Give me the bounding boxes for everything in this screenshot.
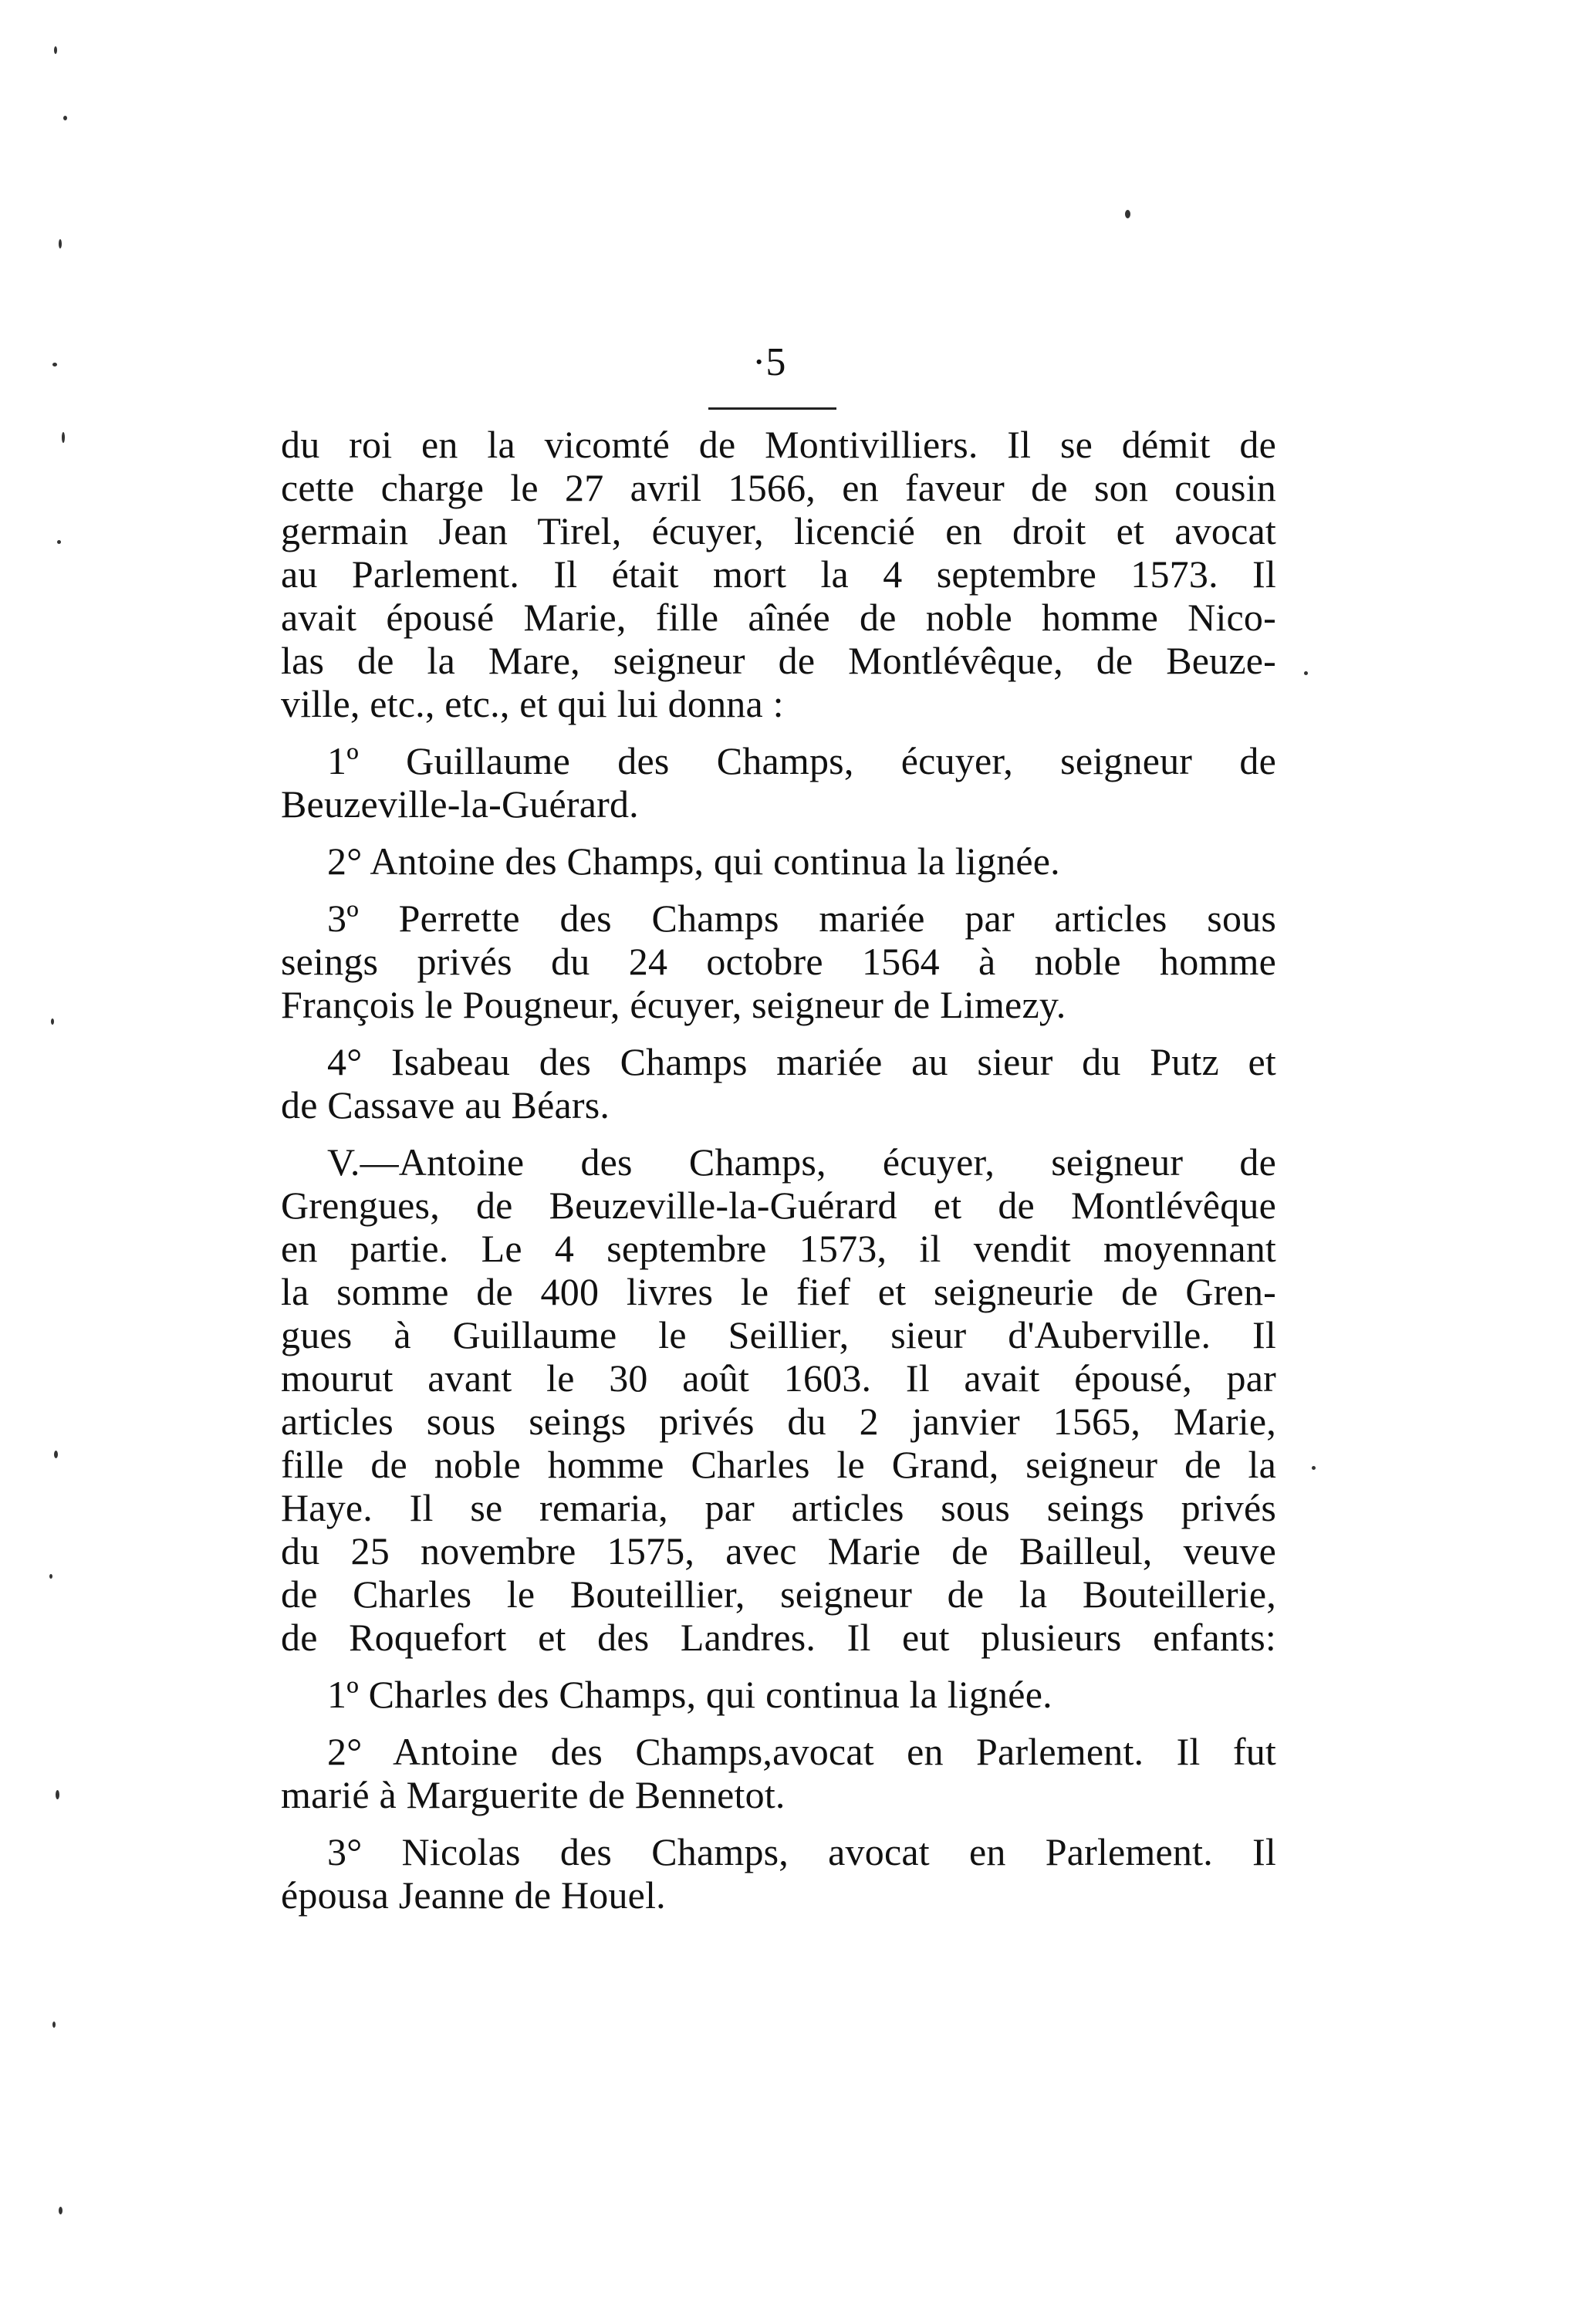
list-item-line: 2° Antoine des Champs, qui continua la lignée.	[327, 839, 1060, 883]
speck	[62, 432, 65, 443]
speck	[52, 363, 57, 367]
section-line: de Roquefort et des Landres. Il eut plusieurs enfants:	[281, 1616, 1276, 1659]
text-line: du roi en la vicomté de Montivilliers. Il se démit de	[281, 423, 1276, 466]
text-line: cette charge le 27 avril 1566, en faveur de son cousin	[281, 466, 1276, 509]
text-line: las de la Mare, seigneur de Montlévêque, de Beuze-	[281, 639, 1276, 682]
speck	[54, 1451, 58, 1458]
speck	[52, 2022, 56, 2028]
scan-noise	[23, 0, 69, 2324]
list-item-line: marié à Marguerite de Bennetot.	[281, 1773, 786, 1816]
speck	[54, 46, 57, 54]
section-line: en partie. Le 4 septembre 1573, il vendit moyennant	[281, 1227, 1276, 1270]
speck	[1312, 1466, 1316, 1470]
section-line: de Charles le Bouteillier, seigneur de la Bouteillerie,	[281, 1572, 1276, 1616]
speck	[57, 540, 61, 544]
list-item-line: 2° Antoine des Champs,avocat en Parlement. Il fut	[327, 1730, 1276, 1773]
list-item-line: 3° Nicolas des Champs, avocat en Parlement. Il	[327, 1830, 1276, 1873]
section-line: du 25 novembre 1575, avec Marie de Bailleul, veuve	[281, 1529, 1276, 1572]
section-line: gues à Guillaume le Seillier, sieur d'Auberville. Il	[281, 1313, 1276, 1356]
list-item-line: épousa Jeanne de Houel.	[281, 1873, 666, 1917]
speck	[63, 116, 67, 120]
speck	[1304, 671, 1308, 675]
section-line: V.—Antoine des Champs, écuyer, seigneur de	[327, 1140, 1276, 1184]
text-line: germain Jean Tirel, écuyer, licencié en droit et avocat	[281, 509, 1276, 552]
list-item-line: 1º Guillaume des Champs, écuyer, seigneur de	[327, 739, 1276, 782]
list-item-line: François le Pougneur, écuyer, seigneur de Limezy.	[281, 983, 1066, 1026]
section-line: articles sous seings privés du 2 janvier 1565, Marie,	[281, 1400, 1276, 1443]
speck	[59, 239, 62, 248]
body-text	[281, 423, 1276, 1917]
list-item-line: de Cassave au Béars.	[281, 1083, 610, 1127]
section-line: Grengues, de Beuzeville-la-Guérard et de Montlévêque	[281, 1184, 1276, 1227]
speck	[59, 2207, 63, 2214]
text-line: ville, etc., etc., et qui lui donna :	[281, 682, 784, 725]
header-rule	[708, 407, 836, 410]
speck	[1125, 210, 1130, 218]
list-item-line: seings privés du 24 octobre 1564 à noble homme	[281, 940, 1276, 983]
text-line: avait épousé Marie, fille aînée de noble homme Nico-	[281, 596, 1276, 639]
speck	[51, 1018, 54, 1025]
list-item-line: 1º Charles des Champs, qui continua la lignée.	[327, 1673, 1052, 1716]
list-item-line: 4° Isabeau des Champs mariée au sieur du Putz et	[327, 1040, 1276, 1083]
speck	[56, 1790, 59, 1799]
speck	[49, 1574, 52, 1579]
text-line: au Parlement. Il était mort la 4 septembre 1573. Il	[281, 552, 1276, 596]
section-line: fille de noble homme Charles le Grand, seigneur de la	[281, 1443, 1276, 1486]
section-line: Haye. Il se remaria, par articles sous seings privés	[281, 1486, 1276, 1529]
section-line: la somme de 400 livres le fief et seigneurie de Gren-	[281, 1270, 1276, 1313]
list-item-line: Beuzeville-la-Guérard.	[281, 782, 639, 826]
list-item-line: 3º Perrette des Champs mariée par articles sous	[327, 897, 1276, 940]
page-number: ·5	[752, 340, 786, 384]
section-line: mourut avant le 30 août 1603. Il avait épousé, par	[281, 1356, 1276, 1400]
